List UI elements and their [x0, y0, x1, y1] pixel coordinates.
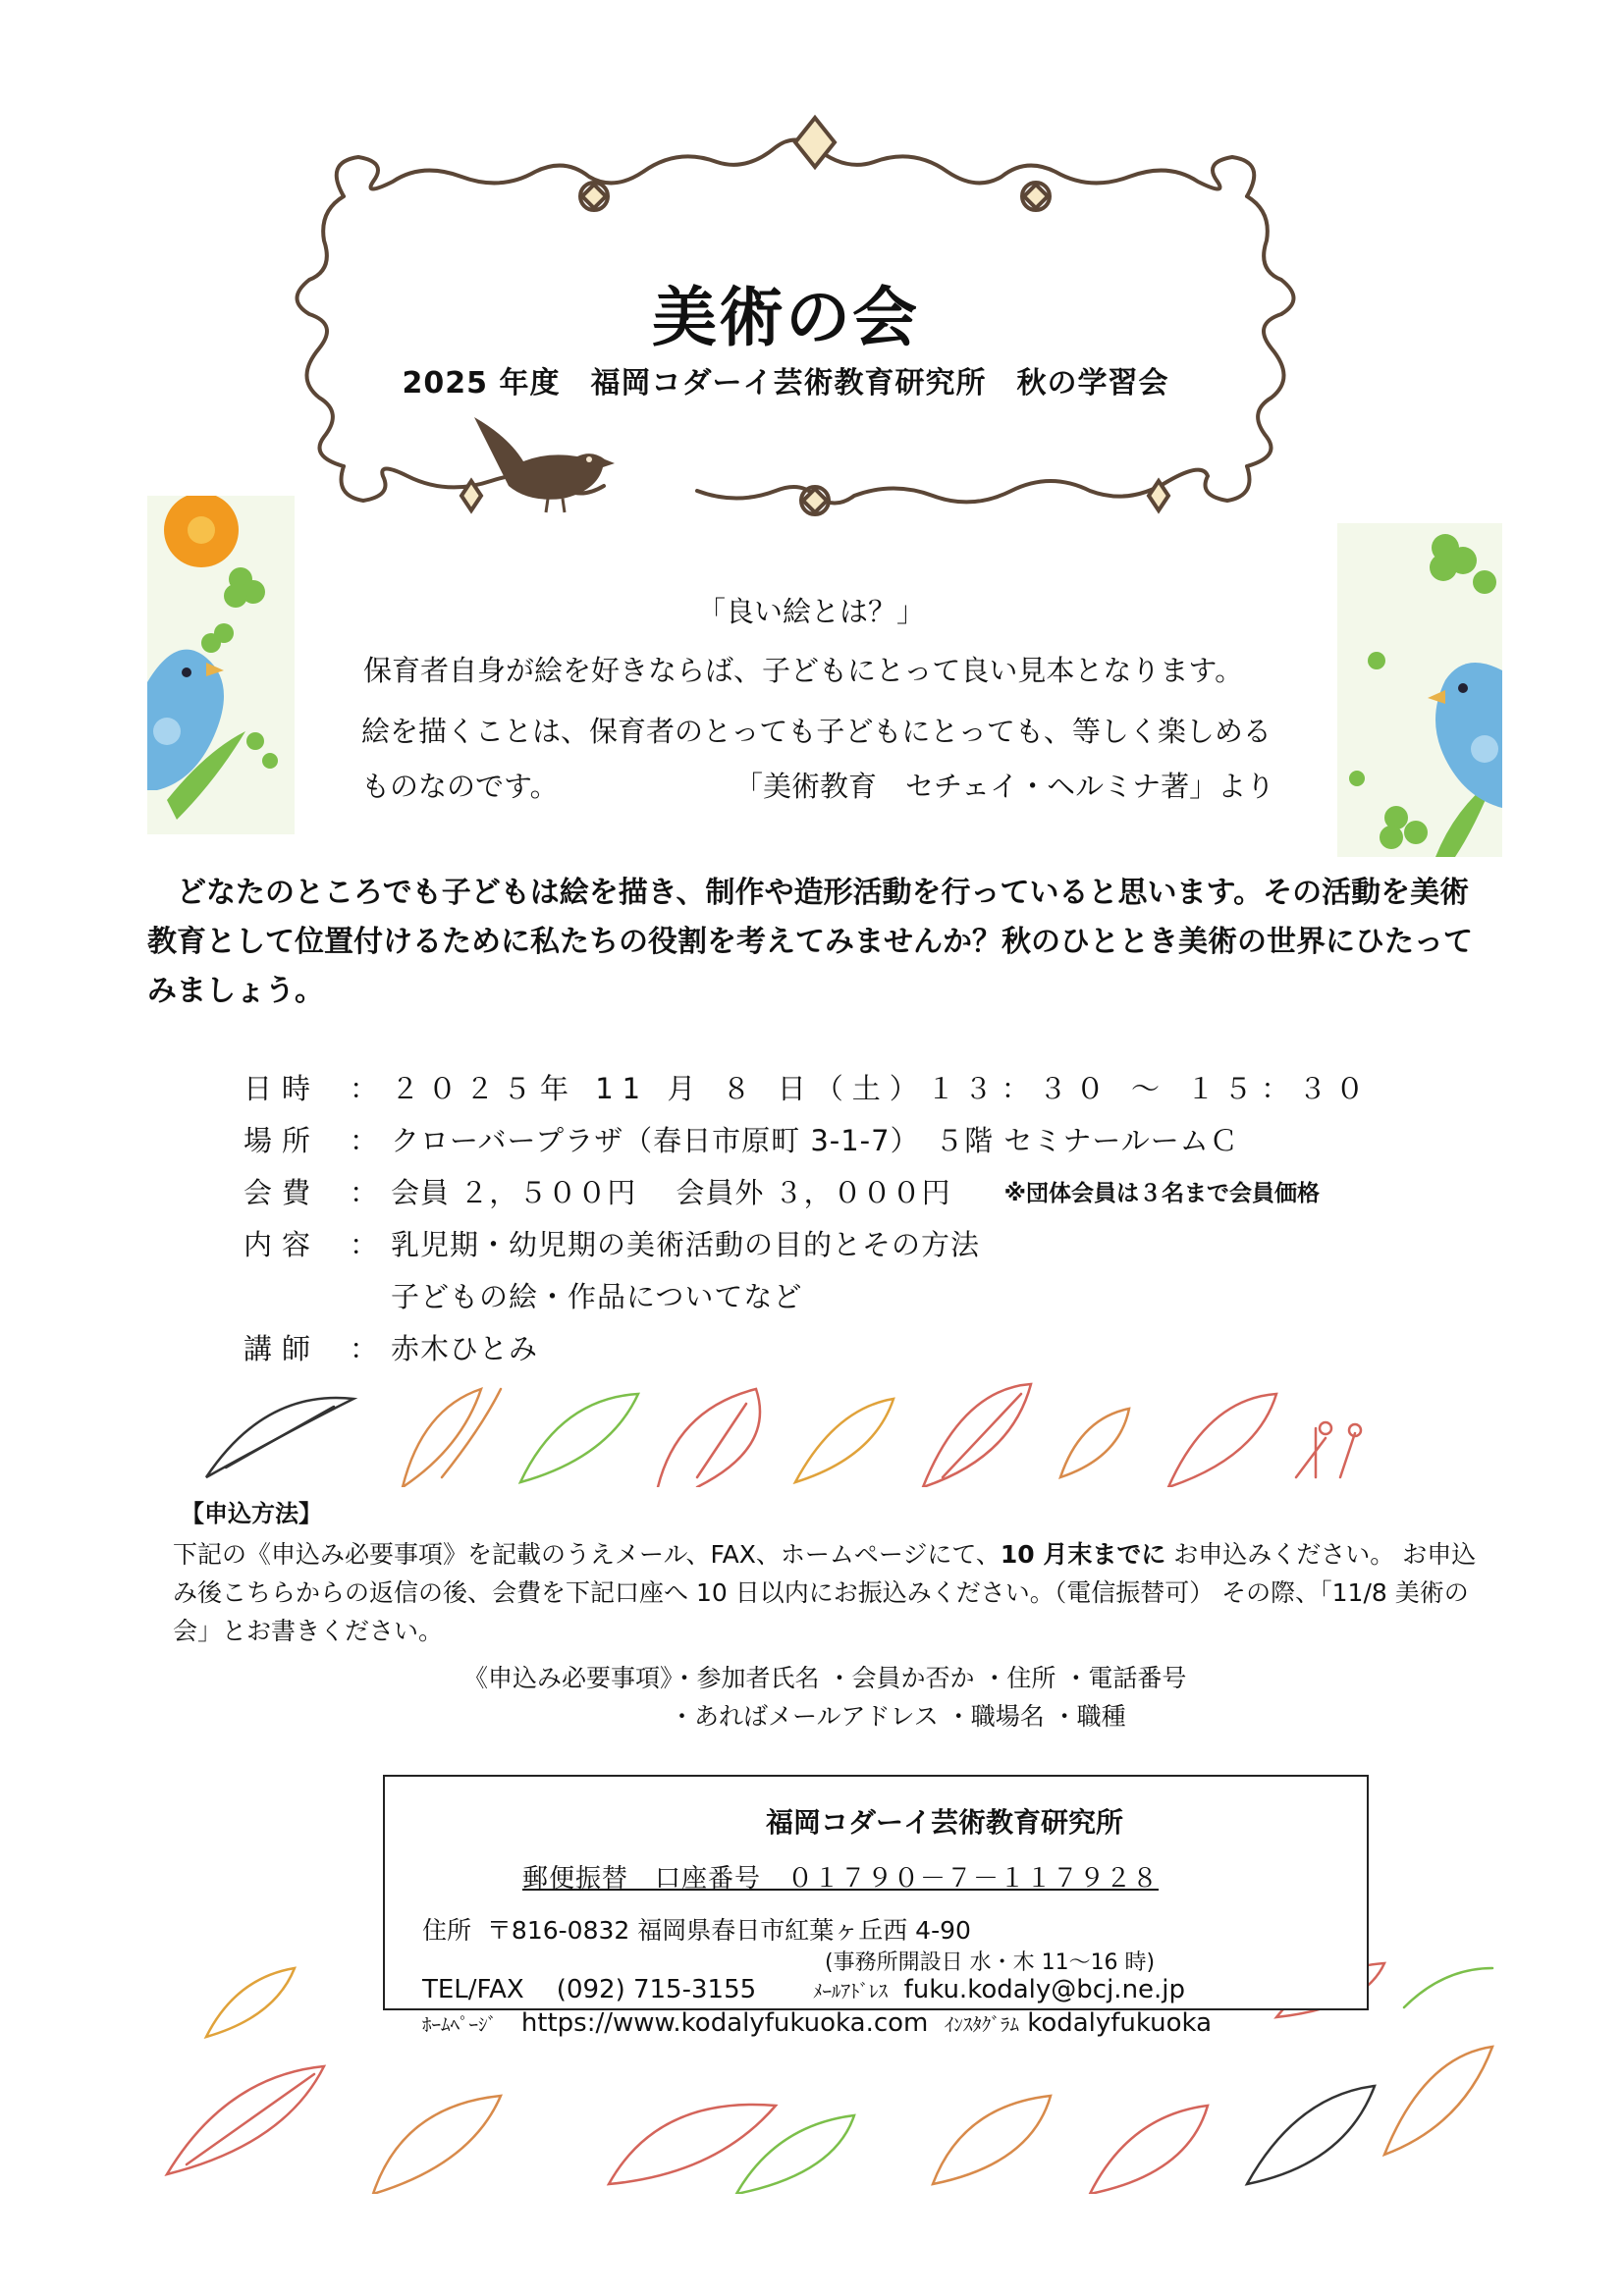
detail-colon: ：: [350, 1124, 380, 1157]
application-heading: 【申込方法】: [181, 1500, 322, 1527]
intro-paragraph: どなたのところでも子どもは絵を描き、制作や造形活動を行っていると思います。その活動を美術教育として位置付けるために私たちの役割を考えてみませんか？秋のひととき美術の世界にひたってみましょう。: [147, 876, 1473, 1008]
detail-content-continued: [244, 1271, 1373, 1323]
detail-content: [244, 1219, 1373, 1271]
quote-line-2: 絵を描くことは、保育者のとっても子どもにとっても、等しく楽しめる: [361, 715, 1272, 748]
detail-date-label: 日時: [244, 1072, 321, 1105]
detail-fee-note: ※団体会員は３名まで会員価格: [1003, 1181, 1321, 1206]
detail-place: [244, 1115, 1373, 1167]
detail-date: [244, 1063, 1373, 1115]
application-requirements: [463, 1659, 1186, 1735]
office-hours: (事務所開設日 水・木 11～16 時): [825, 1950, 1156, 1975]
tel-value[interactable]: (092) 715-3155: [556, 1975, 757, 2004]
event-details: [244, 1063, 1373, 1375]
tel-label: TEL/FAX: [422, 1975, 524, 2004]
application-text-2: お申込みください。 お申込み後こちらからの返信の後、会費を下記口座へ 10 日以内にお振込みください。（電信振替可） その際、「11/8 美術の会」とお書きください。: [173, 1540, 1477, 1645]
event-title: 美術の会: [652, 280, 919, 355]
left-bird-flower-illustration: [147, 496, 295, 834]
mail-label: ﾒｰﾙｱﾄﾞﾚｽ: [813, 1981, 889, 2002]
detail-place-value: クローバープラザ（春日市原町 3-1-7） ５階 セミナールームＣ: [391, 1124, 1239, 1157]
quote-source: 「美術教育 セチェイ・ヘルミナ著」より: [734, 770, 1275, 803]
detail-content-label: 内容: [244, 1228, 321, 1261]
quote-line-1: 保育者自身が絵を好きならば、子どもにとって良い見本となります。: [363, 654, 1244, 687]
detail-place-label: 場所: [244, 1124, 321, 1157]
detail-colon: ：: [350, 1228, 380, 1261]
mail-value[interactable]: fuku.kodaly@bcj.ne.jp: [903, 1975, 1186, 2004]
tel-line: [422, 1975, 1185, 2004]
requirements-line-1: 《申込み必要事項》・参加者氏名 ・会員か否か ・住所 ・電話番号: [463, 1664, 1187, 1692]
detail-fee-value: 会員 ２，５００円 会員外 ３，０００円: [391, 1176, 951, 1209]
web-line: [422, 2008, 1212, 2038]
application-deadline: 10 月末までに: [1000, 1540, 1166, 1569]
detail-date-value: ２０２５年 11 月 ８ 日（土）１３：３０ ～ １５：３０: [391, 1072, 1374, 1105]
postal-account: 郵便振替 口座番号 ０１７９０－７－１１７９２８: [522, 1864, 1160, 1894]
requirements-line-2: ・あればメールアドレス ・職場名 ・職種: [670, 1702, 1126, 1731]
contact-box: [383, 1775, 1369, 2038]
organization-name: 福岡コダーイ芸術教育研究所: [765, 1806, 1123, 1839]
web-link[interactable]: https://www.kodalyfukuoka.com: [520, 2008, 929, 2038]
instagram-label: ｲﾝｽﾀｸﾞﾗﾑ: [944, 2014, 1019, 2036]
autumn-leaves-band: [147, 1369, 1424, 1487]
detail-lecturer: [244, 1323, 1373, 1375]
detail-colon: ：: [350, 1176, 380, 1209]
detail-colon: ：: [350, 1332, 380, 1365]
quote-line-3: ものなのです。: [361, 770, 559, 803]
detail-colon: ：: [350, 1072, 380, 1105]
detail-fee: [244, 1167, 1373, 1219]
detail-fee-label: 会費: [244, 1176, 321, 1209]
quote-title: 「良い絵とは？」: [697, 595, 926, 628]
application-instructions: [173, 1535, 1498, 1650]
detail-lecturer-label: 講師: [244, 1332, 321, 1365]
detail-lecturer-value: 赤木ひとみ: [391, 1332, 539, 1365]
brown-bird-icon: [469, 412, 617, 520]
web-label: ﾎｰﾑﾍﾟｰｼﾞ: [422, 2014, 498, 2036]
application-text-1: 下記の《申込み必要事項》を記載のうえメール、FAX、ホームページにて、: [173, 1540, 1001, 1569]
address-value: 〒816-0832 福岡県春日市紅葉ヶ丘西 4-90: [486, 1916, 971, 1945]
detail-content-line-1: 乳児期・幼児期の美術活動の目的とその方法: [391, 1228, 981, 1261]
address-line: [422, 1911, 971, 1947]
address-label: 住所: [422, 1916, 472, 1945]
right-bird-clover-illustration: [1337, 523, 1502, 857]
instagram-handle[interactable]: kodalyfukuoka: [1027, 2008, 1213, 2038]
event-subtitle: 2025 年度 福岡コダーイ芸術教育研究所 秋の学習会: [402, 366, 1169, 400]
detail-content-line-2: 子どもの絵・作品についてなど: [391, 1280, 803, 1313]
